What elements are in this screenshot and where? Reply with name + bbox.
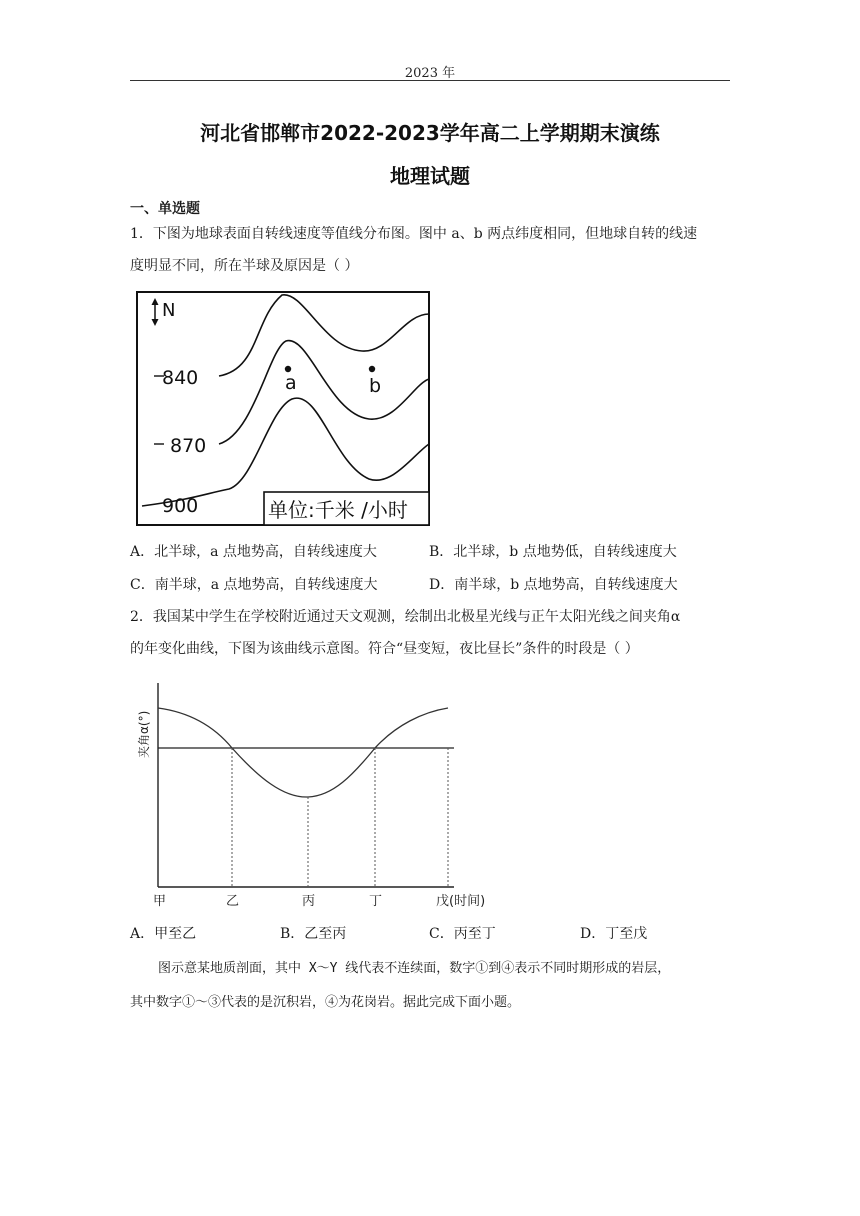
- q1-stem: [130, 218, 730, 282]
- contour-label-900: 900: [162, 495, 199, 517]
- north-label: N: [162, 300, 176, 321]
- q2-stem-line1: 2．我国某中学生在学校附近通过天文观测，绘制出北极星光线与正午太阳光线之间夹角α: [130, 609, 681, 625]
- q1-stem-line2: 度明显不同，所在半球及原因是（ ）: [130, 258, 359, 274]
- q2-y-axis-label: 夹角α(°): [137, 710, 151, 758]
- q1-option-a[interactable]: A．北半球，a 点地势高，自转线速度大: [130, 544, 377, 560]
- q2-xtick-ding: 丁: [369, 894, 383, 909]
- q2-xtick-jia: 甲: [153, 894, 167, 909]
- q2-option-d[interactable]: D．丁至戊: [580, 926, 648, 942]
- point-a-label: a: [285, 372, 297, 394]
- q3-intro-line2: 其中数字①～③代表的是沉积岩，④为花岗岩。据此完成下面小题。: [130, 995, 521, 1010]
- q2-option-b[interactable]: B．乙至丙: [280, 926, 347, 942]
- q1-option-b[interactable]: B．北半球，b 点地势低，自转线速度大: [429, 544, 677, 560]
- q2-option-c[interactable]: C．丙至丁: [429, 926, 496, 942]
- q2-angle-curve-figure: [128, 680, 508, 910]
- q2-xtick-bing: 丙: [302, 894, 316, 909]
- contour-label-840: 840: [162, 367, 199, 389]
- q2-stem-line2: 的年变化曲线，下图为该曲线示意图。符合“昼变短，夜比昼长”条件的时段是（ ）: [130, 641, 639, 657]
- document-title: 河北省邯郸市2022-2023学年高二上学期期末演练: [200, 121, 660, 145]
- document-subtitle: 地理试题: [390, 164, 470, 188]
- q2-xtick-wu: 戊(时间): [436, 894, 486, 909]
- q1-stem-line1: 1．下图为地球表面自转线速度等值线分布图。图中 a、b 两点纬度相同，但地球自转的线速: [130, 226, 698, 242]
- q2-angle-curve: [158, 708, 448, 797]
- q2-stem: [130, 601, 730, 665]
- q1-option-d[interactable]: D．南半球，b 点地势高，自转线速度大: [429, 577, 678, 593]
- contour-label-870: 870: [170, 435, 207, 457]
- header-year: 2023 年: [404, 66, 456, 81]
- q2-option-a[interactable]: A．甲至乙: [130, 926, 197, 942]
- header-rule: [130, 80, 730, 81]
- q1-contour-figure: [134, 289, 434, 529]
- unit-label: 单位:千米 /小时: [268, 498, 408, 522]
- point-b-marker: [369, 366, 375, 372]
- q1-figure-frame: [137, 292, 429, 525]
- q2-xtick-yi: 乙: [226, 894, 240, 909]
- q1-option-c[interactable]: C．南半球，a 点地势高，自转线速度大: [130, 577, 378, 593]
- q3-intro: [130, 952, 730, 1020]
- q3-intro-line1: 图示意某地质剖面，其中 X～Y 线代表不连续面，数字①到④表示不同时期形成的岩层，: [158, 961, 671, 976]
- point-b-label: b: [369, 375, 382, 397]
- section-heading: 一、单选题: [130, 201, 200, 217]
